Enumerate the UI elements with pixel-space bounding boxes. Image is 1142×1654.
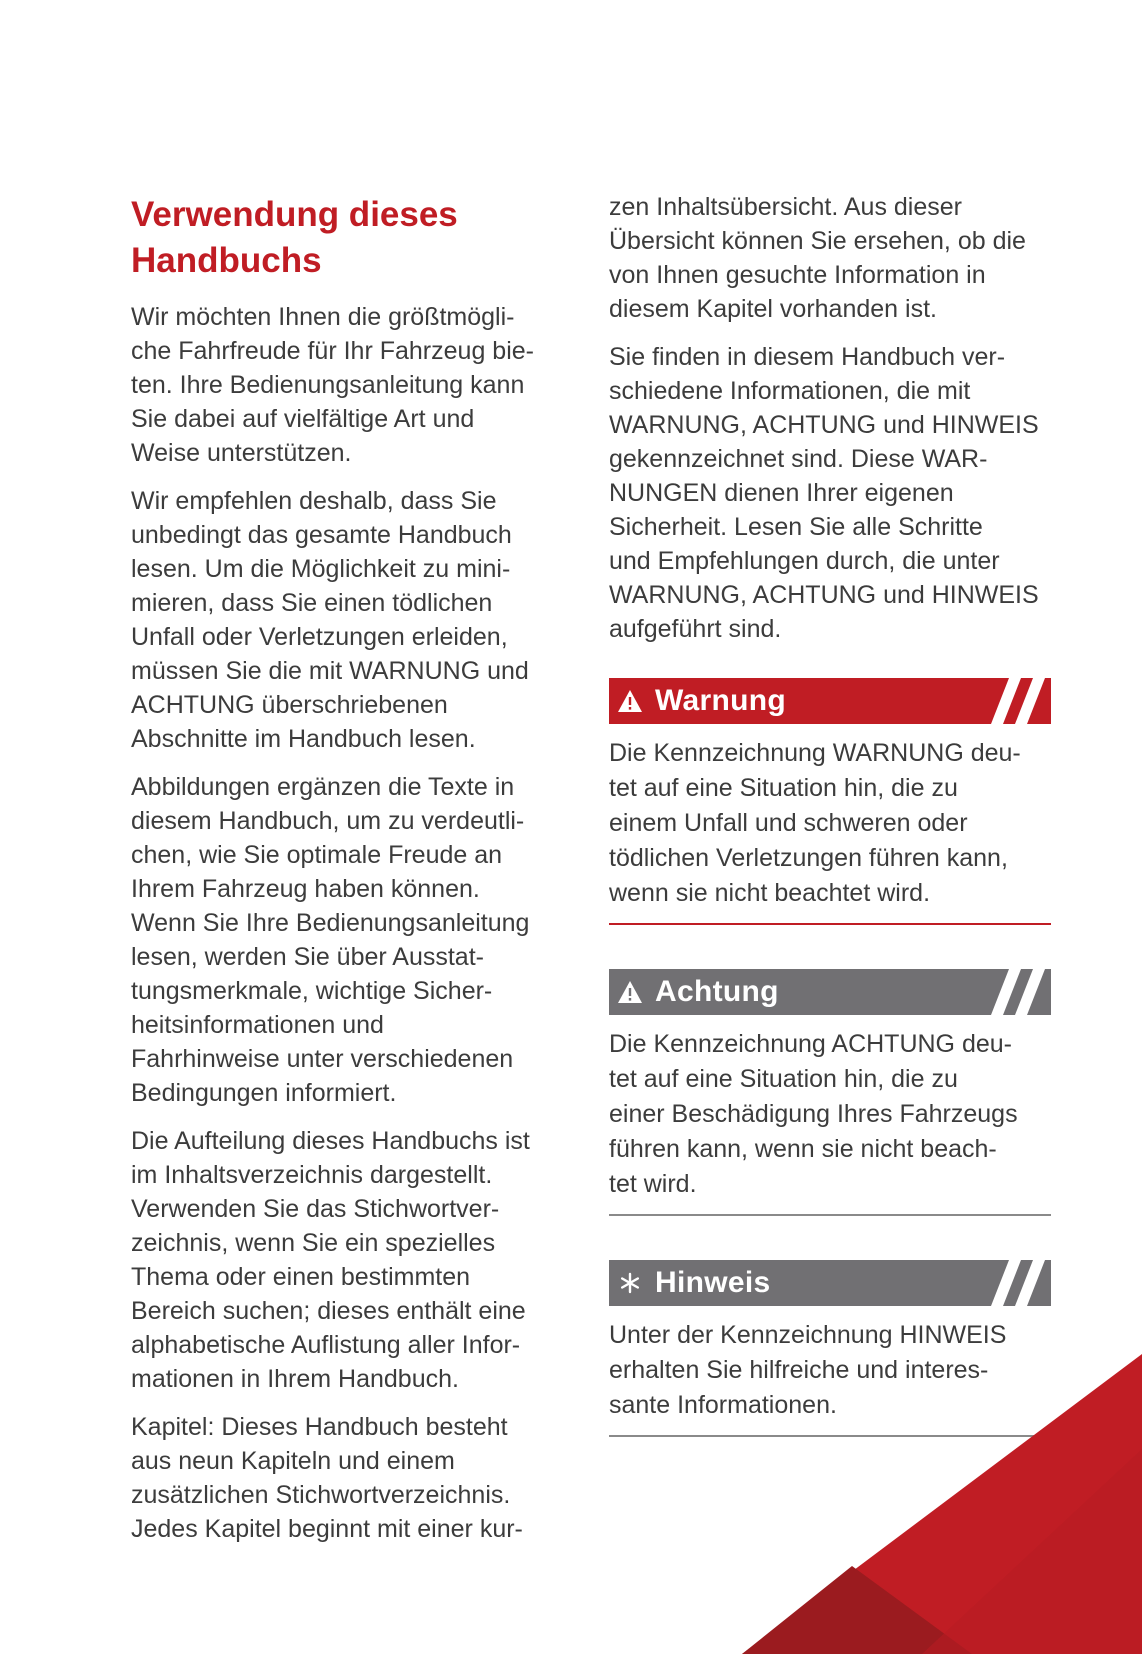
right-column	[609, 190, 1051, 1437]
structure-paragraph: Die Aufteilung dieses Handbuchs ist im Inhaltsverzeichnis dargestellt. Verwenden Sie das Stichwortver- zeichnis, wenn Sie ein spezielles Thema oder einen bestimmten Bereich suchen; dieses enthält eine alphabetische Auflistung aller Infor- mationen in Ihrem Handbuch.	[131, 1127, 530, 1393]
warnung-title: Warnung	[655, 684, 786, 717]
achtung-title: Achtung	[655, 975, 779, 1008]
page-title-line1: Verwendung dieses	[131, 195, 458, 234]
chapters-paragraph: Kapitel: Dieses Handbuch besteht aus neun Kapiteln und einem zusätzlichen Stichwortverzeichnis. Jedes Kapitel beginnt mit einer kur-	[131, 1413, 523, 1543]
illustrations-paragraph: Abbildungen ergänzen die Texte in diesem Handbuch, um zu verdeutli- chen, wie Sie optimale Freude an Ihrem Fahrzeug haben können. Wenn Sie Ihre Bedienungsanleitung lesen, werden Sie über Ausstat- tungsmerkmale, wichtige Sicher- heitsinformationen und Fahrhinweise unter verschiedenen Bedingungen informiert.	[131, 773, 530, 1107]
warning-triangle-icon	[615, 686, 645, 716]
warnung-box	[609, 678, 1051, 925]
recommendation-paragraph: Wir empfehlen deshalb, dass Sie unbedingt das gesamte Handbuch lesen. Um die Möglichkeit zu mini- mieren, dass Sie einen tödlichen Unfall oder Verletzungen erleiden, müssen Sie die mit WARNUNG und ACHTUNG überschriebenen Abschnitte im Handbuch lesen.	[131, 487, 529, 753]
page-title-line2: Handbuchs	[131, 241, 322, 280]
warnung-divider	[609, 923, 1051, 925]
hinweis-header	[609, 1260, 1051, 1306]
hinweis-title: Hinweis	[655, 1266, 771, 1299]
warnung-text: Die Kennzeichnung WARNUNG deu- tet auf eine Situation hin, die zu einem Unfall und schweren oder tödlichen Verletzungen führen kann, wenn sie nicht beachtet wird.	[609, 739, 1021, 907]
achtung-header	[609, 969, 1051, 1015]
page-title	[131, 192, 571, 284]
achtung-divider	[609, 1214, 1051, 1216]
stripes-decoration	[971, 1260, 1051, 1306]
chapters-continued-paragraph: zen Inhaltsübersicht. Aus dieser Übersicht können Sie ersehen, ob die von Ihnen gesuchte Information in diesem Kapitel vorhanden ist.	[609, 193, 1026, 323]
hinweis-text: Unter der Kennzeichnung HINWEIS erhalten Sie hilfreiche und interes- sante Informationen.	[609, 1321, 1007, 1419]
warnung-header	[609, 678, 1051, 724]
stripes-decoration	[971, 969, 1051, 1015]
left-column	[131, 192, 571, 1560]
asterisk-icon	[615, 1268, 645, 1298]
corner-decoration	[742, 1354, 1142, 1654]
stripes-decoration	[971, 678, 1051, 724]
achtung-box	[609, 969, 1051, 1216]
achtung-text: Die Kennzeichnung ACHTUNG deu- tet auf eine Situation hin, die zu einer Beschädigung Ihres Fahrzeugs führen kann, wenn sie nicht beach- tet wird.	[609, 1030, 1018, 1198]
intro-paragraph: Wir möchten Ihnen die größtmögli- che Fahrfreude für Ihr Fahrzeug bie- ten. Ihre Bedienungsanleitung kann Sie dabei auf vielfältige Art und Weise unterstützen.	[131, 303, 534, 467]
labels-paragraph: Sie finden in diesem Handbuch ver- schiedene Informationen, die mit WARNUNG, ACHTUNG und HINWEIS gekennzeichnet sind. Diese WAR- NUNGEN dienen Ihrer eigenen Sicherheit. Lesen Sie alle Schritte und Empfehlungen durch, die unter WARNUNG, ACHTUNG und HINWEIS aufgeführt sind.	[609, 343, 1039, 643]
warning-triangle-icon	[615, 977, 645, 1007]
